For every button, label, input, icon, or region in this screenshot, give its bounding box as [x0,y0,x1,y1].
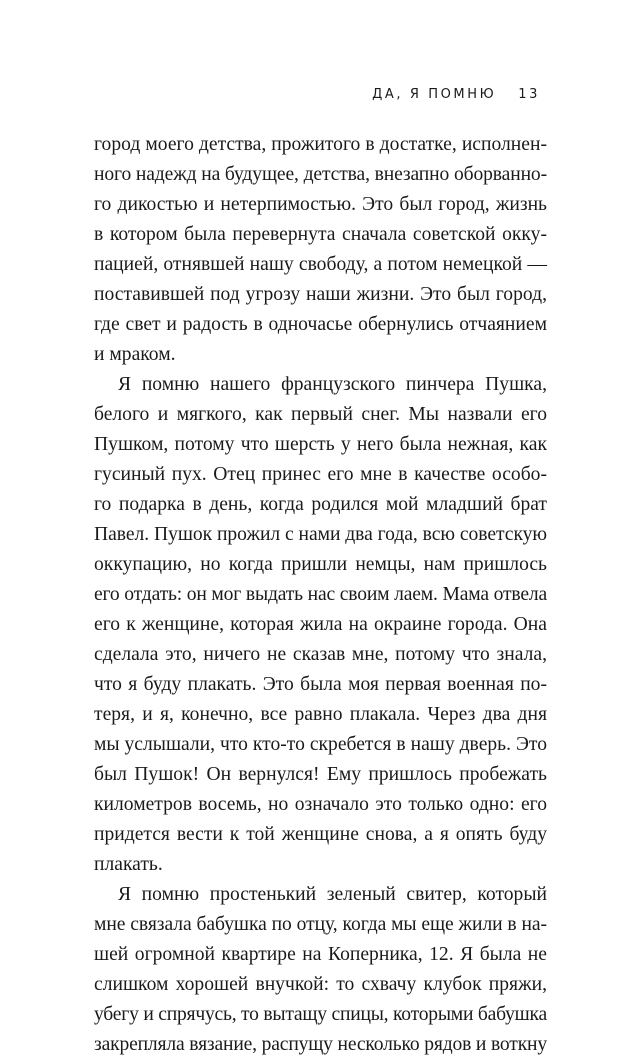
text-line: мы услышали, что кто-то скребется в нашу дверь. Это [94,734,547,755]
text-line: слишком хорошей внучкой: то схвачу клубок пряжи, [94,974,547,995]
page-number: 13 [518,87,540,102]
text-line: го подарка в день, когда родился мой младший брат [94,494,547,515]
text-line: придется вести к той женщине снова, а я опять буду [94,824,547,845]
text-line: Пушком, потому что шерсть у него была нежная, как [94,434,547,455]
paragraph [94,880,547,1060]
text-line: и мраком. [94,344,176,365]
text-line: го дикостью и нетерпимостью. Это был город, жизнь [94,194,547,215]
text-line: где свет и радость в одночасье обернулись отчаянием [94,314,547,335]
text-line: был Пушок! Он вернулся! Ему пришлось пробежать [94,764,547,785]
text-line: плакать. [94,854,163,875]
running-head [372,87,540,102]
text-line: гусиный пух. Отец принес его мне в качестве особо- [94,464,547,485]
text-line: его к женщине, которая жила на окраине города. Она [94,614,547,635]
text-line: убегу и спрячусь, то вытащу спицы, которыми бабушка [94,1004,547,1025]
text-line: ного надежд на будущее, детства, внезапно оборванно- [94,164,547,185]
text-line: километров восемь, но означало это только одно: его [94,794,547,815]
text-line: Павел. Пушок прожил с нами два года, всю советскую [94,524,547,545]
text-line: Я помню простенький зеленый свитер, который [118,884,547,905]
text-line: мне связала бабушка по отцу, когда мы еще жили в на- [94,914,547,935]
text-line: оккупацию, но когда пришли немцы, нам пришлось [94,554,547,575]
text-line: закрепляла вязание, распущу несколько рядов и воткну [94,1034,547,1055]
text-line: теря, и я, конечно, все равно плакала. Через два дня [94,704,547,725]
text-line: Я помню нашего французского пинчера Пушка, [118,374,547,395]
paragraph [94,370,547,880]
paragraph [94,130,547,370]
text-line: шей огромной квартире на Коперника, 12. Я была не [94,944,547,965]
text-line: пацией, отнявшей нашу свободу, а потом немецкой — [94,254,547,275]
text-line: сделала это, ничего не сказав мне, потому что знала, [94,644,547,665]
text-line: поставившей под угрозу наши жизни. Это был город, [94,284,547,305]
text-line: его отдать: он мог выдать нас своим лаем. Мама отвела [94,584,547,605]
text-line: город моего детства, прожитого в достатке, исполнен- [94,134,547,155]
text-line: в котором была перевернута сначала советской окку- [94,224,547,245]
text-line: белого и мягкого, как первый снег. Мы назвали его [94,404,547,425]
text-line: что я буду плакать. Это была моя первая военная по- [94,674,547,695]
body-text [94,130,547,1060]
running-title: ДА, Я ПОМНЮ [372,87,497,102]
